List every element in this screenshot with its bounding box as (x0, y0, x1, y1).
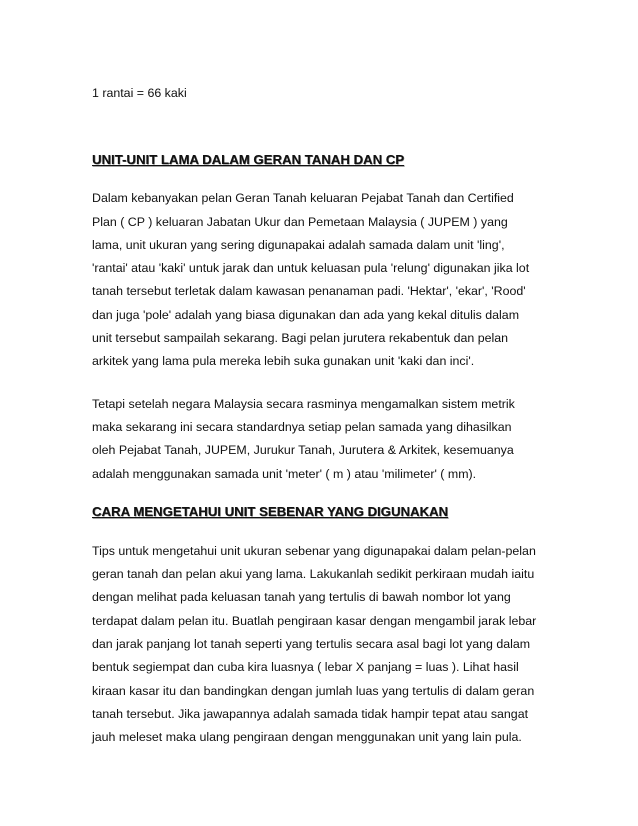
document-body (92, 82, 552, 750)
section-heading-identify-unit: CARA MENGETAHUI UNIT SEBENAR YANG DIGUNAKAN (92, 503, 449, 519)
intro-line: 1 rantai = 66 kaki (92, 86, 187, 100)
paragraph-tips (92, 540, 552, 750)
paragraph-line: kiraan kasar itu dan bandingkan dengan jumlah luas yang tertulis di dalam geran (92, 683, 535, 698)
paragraph-line: maka sekarang ini secara standardnya setiap pelan samada yang dihasilkan (92, 419, 512, 434)
paragraph-line: Tetapi setelah negara Malaysia secara rasminya mengamalkan sistem metrik (92, 396, 515, 411)
paragraph-line: Plan ( CP ) keluaran Jabatan Ukur dan Pemetaan Malaysia ( JUPEM ) yang (92, 214, 508, 229)
paragraph-line: dengan melihat pada keluasan tanah yang tertulis di bawah nombor lot yang (92, 590, 511, 605)
paragraph-line: adalah menggunakan samada unit 'meter' ( m ) atau 'milimeter' ( mm). (92, 466, 477, 481)
paragraph-line: jauh meleset maka ulang pengiraan dengan menggunakan unit yang lain pula. (92, 730, 522, 745)
paragraph-line: arkitek yang lama pula mereka lebih suka gunakan unit 'kaki dan inci'. (92, 354, 475, 369)
paragraph-line: dan jarak panjang lot tanah seperti yang tertulis secara asal bagi lot yang dalam (92, 637, 531, 652)
paragraph-old-units (92, 187, 552, 373)
paragraph-line: tanah tersebut terletak dalam kawasan penanaman padi. 'Hektar', 'ekar', 'Rood' (92, 284, 526, 299)
paragraph-line: geran tanah dan pelan akui yang lama. Lakukanlah sedikit perkiraan mudah iaitu (92, 567, 535, 582)
paragraph-line: terdapat dalam pelan itu. Buatlah pengiraan kasar dengan mengambil jarak lebar (92, 613, 537, 628)
section-heading-old-units: UNIT-UNIT LAMA DALAM GERAN TANAH DAN CP (92, 152, 405, 168)
paragraph-line: oleh Pejabat Tanah, JUPEM, Jurukur Tanah, Jurutera & Arkitek, kesemuanya (92, 443, 514, 458)
paragraph-line: tanah tersebut. Jika jawapannya adalah samada tidak hampir tepat atau sangat (92, 706, 529, 721)
paragraph-metric (92, 393, 552, 486)
paragraph-line: dan juga 'pole' adalah yang biasa digunakan dan ada yang kekal ditulis dalam (92, 307, 520, 322)
paragraph-line: 'rantai' atau 'kaki' untuk jarak dan untuk keluasan pula 'relung' digunakan jika lot (92, 261, 530, 276)
paragraph-line: unit tersebut sampailah sekarang. Bagi pelan jurutera rekabentuk dan pelan (92, 331, 509, 346)
paragraph-line: bentuk segiempat dan cuba kira luasnya ( lebar X panjang = luas ). Lihat hasil (92, 660, 519, 675)
paragraph-line: lama, unit ukuran yang sering digunapakai adalah samada dalam unit 'ling', (92, 237, 505, 252)
paragraph-line: Dalam kebanyakan pelan Geran Tanah keluaran Pejabat Tanah dan Certified (92, 191, 514, 206)
paragraph-line: Tips untuk mengetahui unit ukuran sebenar yang digunapakai dalam pelan-pelan (92, 543, 536, 558)
